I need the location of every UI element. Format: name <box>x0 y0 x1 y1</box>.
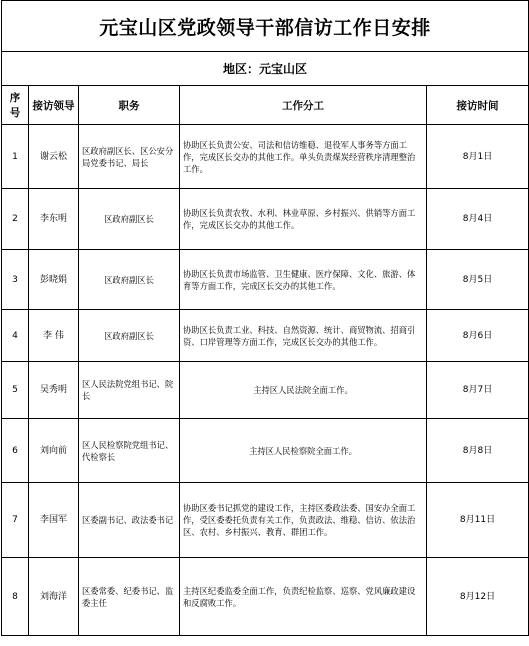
table-row <box>2 558 529 636</box>
leader-name: 李国军 <box>29 483 79 558</box>
leader-duties: 主持区人民法院全面工作。 <box>180 362 427 419</box>
leader-duties: 协助区长负责公安、司法和信访维稳、退役军人事务等方面工作，完成区长交办的其他工作。单头负责煤炭经营秩序清理整治工作。 <box>180 125 427 189</box>
row-number: 3 <box>2 250 29 310</box>
row-number: 6 <box>2 419 29 483</box>
leader-duties: 协助区长负责工业、科技、自然资源、统计、商贸物流、招商引资、口岸管理等方面工作，完成区长交办的其他工作。 <box>180 310 427 362</box>
table-row <box>2 125 529 189</box>
leader-duties: 主持区人民检察院全面工作。 <box>180 419 427 483</box>
reception-date: 8月4日 <box>427 189 529 250</box>
leader-name: 刘向前 <box>29 419 79 483</box>
leader-name: 吴秀明 <box>29 362 79 419</box>
header-leader: 接访领导 <box>29 86 79 125</box>
reception-date: 8月6日 <box>427 310 529 362</box>
leader-duties: 协助区长负责市场监管、卫生健康、医疗保障、文化、旅游、体育等方面工作，完成区长交办的其他工作。 <box>180 250 427 310</box>
leader-duties: 协助区委书记抓党的建设工作，主持区委政法委、国安办全面工作，受区委委托负责有关工作，负责政法、维稳、信访、依法治区、农村、乡村振兴、教育、群团工作。 <box>180 483 427 558</box>
leader-post: 区政府副区长 <box>79 189 180 250</box>
table-row <box>2 250 529 310</box>
header-duties: 工作分工 <box>180 86 427 125</box>
row-number: 2 <box>2 189 29 250</box>
schedule-table <box>1 0 529 636</box>
leader-name: 李东明 <box>29 189 79 250</box>
reception-date: 8月1日 <box>427 125 529 189</box>
table-row <box>2 310 529 362</box>
leader-post: 区政府副区长、区公安分局党委书记、局长 <box>79 125 180 189</box>
header-time: 接访时间 <box>427 86 529 125</box>
table-row <box>2 362 529 419</box>
table-header-row <box>2 86 529 125</box>
leader-post: 区人民法院党组书记、院长 <box>79 362 180 419</box>
region-label: 地区：元宝山区 <box>2 52 529 86</box>
leader-name: 刘海洋 <box>29 558 79 636</box>
reception-date: 8月7日 <box>427 362 529 419</box>
leader-post: 区人民检察院党组书记、代检察长 <box>79 419 180 483</box>
table-row <box>2 483 529 558</box>
row-number: 5 <box>2 362 29 419</box>
header-number: 序号 <box>2 86 29 125</box>
table-row <box>2 419 529 483</box>
row-number: 7 <box>2 483 29 558</box>
row-number: 1 <box>2 125 29 189</box>
reception-date: 8月12日 <box>427 558 529 636</box>
leader-name: 谢云松 <box>29 125 79 189</box>
leader-name: 彭晓娟 <box>29 250 79 310</box>
leader-duties: 协助区长负责农牧、水利、林业草原、乡村振兴、供销等方面工作，完成区长交办的其他工作。 <box>180 189 427 250</box>
leader-post: 区委常委、纪委书记、监委主任 <box>79 558 180 636</box>
page-title: 元宝山区党政领导干部信访工作日安排 <box>2 1 529 52</box>
leader-name: 李 伟 <box>29 310 79 362</box>
table-row <box>2 189 529 250</box>
reception-date: 8月8日 <box>427 419 529 483</box>
leader-duties: 主持区纪委监委全面工作，负责纪检监察、巡察、党风廉政建设和反腐败工作。 <box>180 558 427 636</box>
row-number: 8 <box>2 558 29 636</box>
reception-date: 8月5日 <box>427 250 529 310</box>
leader-post: 区政府副区长 <box>79 310 180 362</box>
reception-date: 8月11日 <box>427 483 529 558</box>
leader-post: 区政府副区长 <box>79 250 180 310</box>
leader-post: 区委副书记、政法委书记 <box>79 483 180 558</box>
header-post: 职务 <box>79 86 180 125</box>
row-number: 4 <box>2 310 29 362</box>
